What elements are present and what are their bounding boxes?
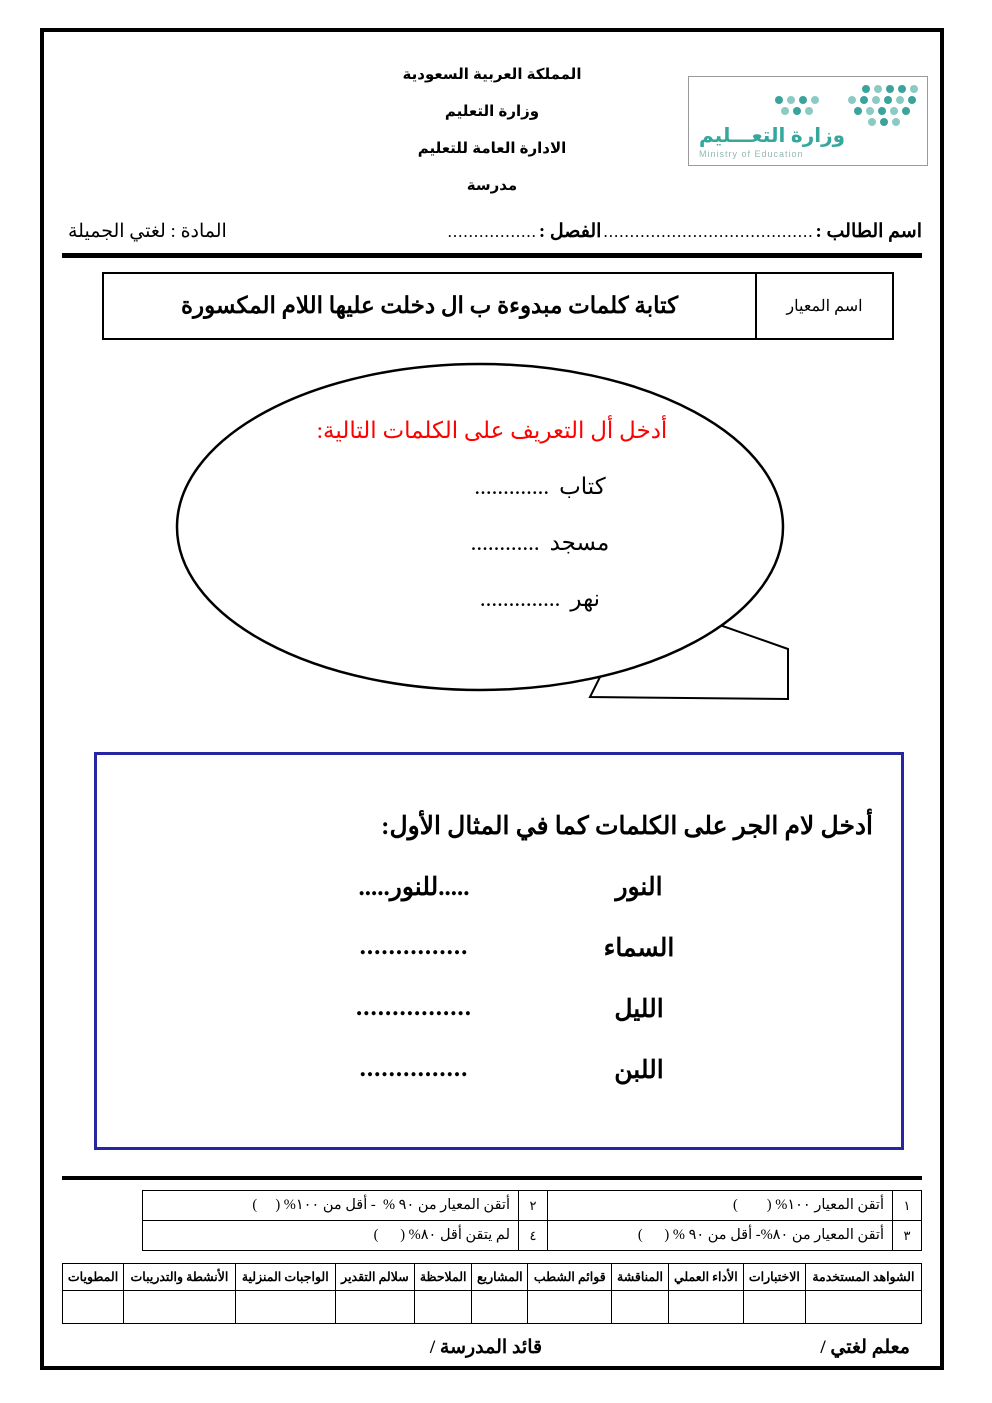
lam-exercise-box bbox=[94, 752, 904, 1150]
evidence-cell bbox=[235, 1291, 335, 1324]
header-line-school: مدرسة bbox=[466, 177, 518, 194]
rating-text: أتقن المعيار ١٠٠% ( ) bbox=[548, 1191, 893, 1221]
evidence-header: الأداء العملي bbox=[668, 1264, 743, 1291]
evidence-header: الواجبات المنزلية bbox=[235, 1264, 335, 1291]
evidence-header-row bbox=[63, 1264, 922, 1291]
evidence-cell bbox=[63, 1291, 124, 1324]
rating-number: ٤ bbox=[519, 1221, 548, 1251]
answer-blank: ............. bbox=[474, 474, 550, 499]
bubble-word: مسجد bbox=[549, 530, 610, 555]
rating-number: ٣ bbox=[893, 1221, 922, 1251]
teacher-signature-label: معلم لغتي / bbox=[820, 1337, 910, 1358]
evidence-header: الاختبارات bbox=[744, 1264, 806, 1291]
subject-label: المادة : لغتي الجميلة bbox=[68, 221, 227, 242]
answer-blank: ............... bbox=[359, 1055, 469, 1082]
exercise-word: النور bbox=[615, 874, 663, 901]
student-info-line bbox=[62, 220, 922, 243]
divider-rule-bottom bbox=[62, 1176, 922, 1180]
lam-exercise-item bbox=[97, 872, 901, 902]
answer-blank: .............. bbox=[479, 586, 561, 611]
exercise-word: الليل bbox=[614, 996, 664, 1023]
evidence-cell bbox=[124, 1291, 236, 1324]
evidence-cell bbox=[415, 1291, 472, 1324]
worksheet-page bbox=[40, 28, 944, 1370]
rating-row bbox=[143, 1221, 922, 1251]
rating-row bbox=[143, 1191, 922, 1221]
student-name-label: اسم الطالب : bbox=[815, 221, 922, 242]
evidence-header: المناقشة bbox=[612, 1264, 668, 1291]
bubble-word-item bbox=[110, 474, 970, 500]
rating-text: أتقن المعيار من ٨٠%- أقل من ٩٠ % ( ) bbox=[548, 1221, 893, 1251]
answer-blank: ............ bbox=[470, 530, 540, 555]
lam-exercise-item bbox=[97, 994, 901, 1024]
rating-number: ٢ bbox=[519, 1191, 548, 1221]
bubble-content bbox=[62, 346, 922, 612]
evidence-cell bbox=[612, 1291, 668, 1324]
rating-number: ١ bbox=[893, 1191, 922, 1221]
principal-signature-label: قائد المدرسة / bbox=[429, 1337, 543, 1358]
bubble-word: كتاب bbox=[559, 474, 606, 499]
lam-exercise-item bbox=[97, 1055, 901, 1085]
rating-table bbox=[142, 1190, 922, 1251]
criterion-title: كتابة كلمات مبدوءة ب ال دخلت عليها اللام المكسورة bbox=[180, 293, 679, 318]
signature-line bbox=[62, 1336, 922, 1359]
evidence-cell bbox=[472, 1291, 528, 1324]
evidence-cell bbox=[805, 1291, 921, 1324]
exercise-word: السماء bbox=[603, 935, 675, 962]
evidence-table bbox=[62, 1263, 922, 1324]
divider-rule-top bbox=[62, 253, 922, 258]
evidence-header: الأنشطة والتدريبات bbox=[124, 1264, 236, 1291]
header bbox=[62, 56, 922, 216]
rating-text: أتقن المعيار من ٩٠ % - أقل من ١٠٠% ( ) bbox=[143, 1191, 519, 1221]
bubble-word: نهر bbox=[570, 586, 601, 611]
header-line-ministry: وزارة التعليم bbox=[444, 103, 540, 120]
evidence-cell bbox=[528, 1291, 612, 1324]
evidence-empty-row bbox=[63, 1291, 922, 1324]
rating-text: لم يتقن أقل ٨٠% ( ) bbox=[143, 1221, 519, 1251]
bubble-word-item bbox=[110, 586, 970, 612]
header-line-administration: الادارة العامة للتعليم bbox=[417, 140, 567, 157]
moe-logo-wordmark bbox=[699, 123, 845, 159]
evidence-header: الشواهد المستخدمة bbox=[805, 1264, 921, 1291]
evidence-header: قوائم الشطب bbox=[528, 1264, 612, 1291]
evidence-cell bbox=[668, 1291, 743, 1324]
moe-logo-english-text: Ministry of Education bbox=[699, 149, 804, 159]
header-line-country: المملكة العربية السعودية bbox=[402, 66, 582, 83]
student-name-blank: ........................................ bbox=[603, 222, 814, 241]
evidence-header: الملاحظة bbox=[415, 1264, 472, 1291]
class-blank: ................. bbox=[447, 222, 537, 241]
exercise-word: اللبن bbox=[614, 1057, 664, 1084]
evidence-header: المطويات bbox=[63, 1264, 124, 1291]
moe-logo bbox=[688, 76, 928, 166]
lam-exercise-instruction: أدخل لام الجر على الكلمات كما في المثال الأول: bbox=[381, 813, 873, 840]
answer-blank: ............... bbox=[359, 933, 469, 960]
exercise-answer: .....للنور..... bbox=[358, 874, 470, 901]
evidence-cell bbox=[744, 1291, 806, 1324]
class-label: الفصل : bbox=[538, 221, 602, 242]
bubble-instruction: أدخل أل التعريف على الكلمات التالية: bbox=[316, 418, 668, 443]
criterion-name-label: اسم المعيار bbox=[755, 274, 892, 338]
signature-spacer bbox=[62, 1336, 345, 1359]
moe-logo-arabic-text: وزارة التعـــليم bbox=[699, 125, 846, 147]
criterion-box bbox=[102, 272, 894, 340]
evidence-header: المشاريع bbox=[472, 1264, 528, 1291]
evidence-header: سلالم التقدير bbox=[335, 1264, 414, 1291]
answer-blank: ................ bbox=[356, 994, 472, 1021]
speech-bubble-exercise bbox=[62, 346, 922, 738]
bubble-word-item bbox=[110, 530, 970, 556]
lam-exercise-item bbox=[97, 933, 901, 963]
evidence-cell bbox=[335, 1291, 414, 1324]
